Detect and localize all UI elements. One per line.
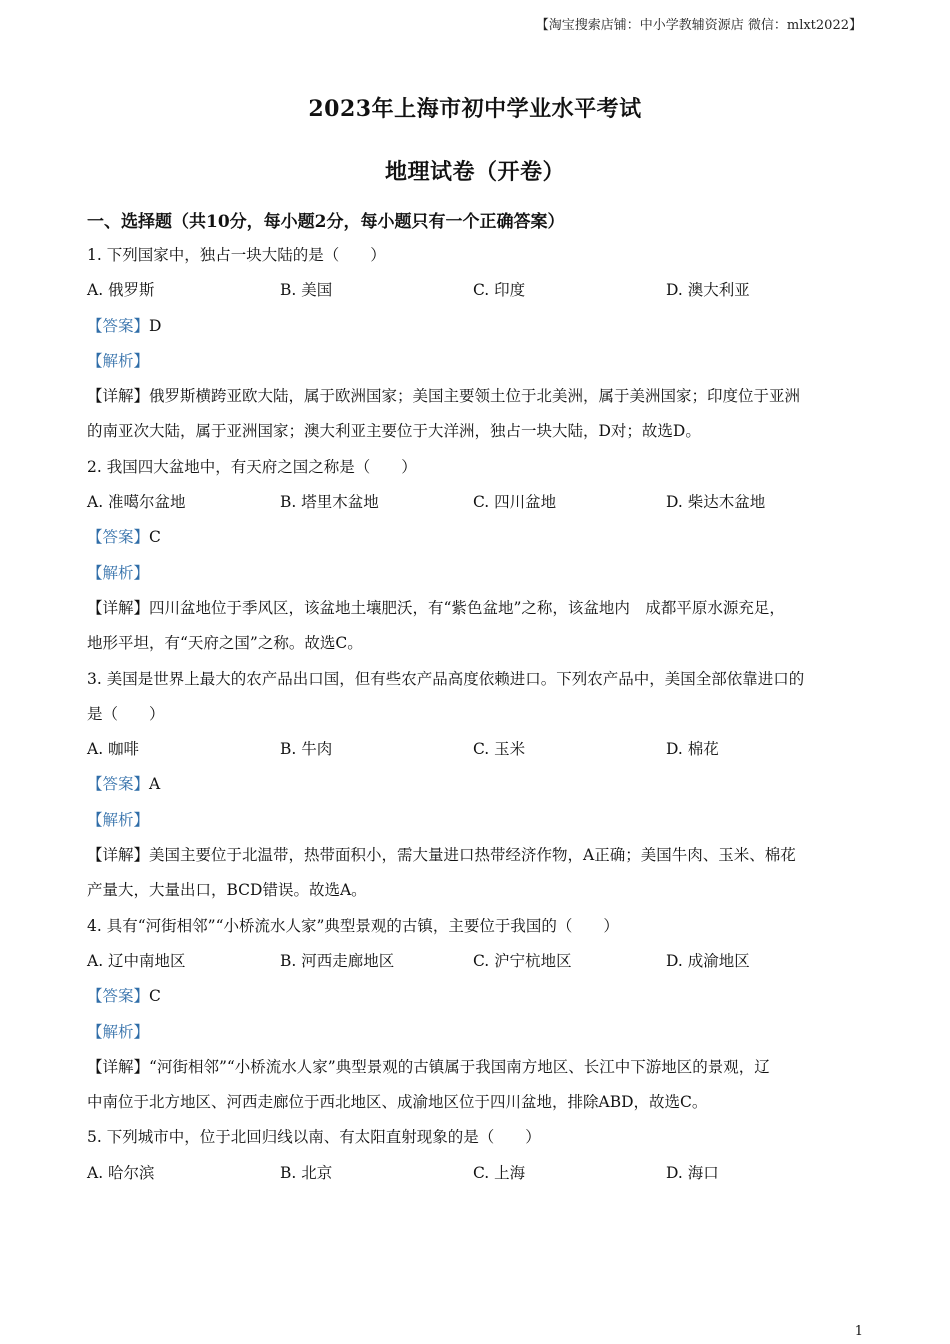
exam-title: 2023年上海市初中学业水平考试 [308, 96, 642, 122]
option: B. 河西走廊地区 [280, 951, 395, 970]
question-stem: 1. 下列国家中，独占一块大陆的是（ ） [87, 246, 386, 264]
question-stem: 是（ ） [87, 704, 165, 723]
option: B. 塔里木盆地 [280, 493, 379, 512]
detail-label: 【详解】 [87, 1057, 150, 1076]
option: A. 咖啡 [87, 740, 140, 759]
answer-value: C [149, 528, 161, 547]
detail-text: 俄罗斯横跨亚欧大陆，属于欧洲国家；美国主要领土位于北美洲，属于美洲国家；印度位于亚洲 [149, 387, 801, 406]
answer-line [87, 979, 859, 1014]
option: A. 俄罗斯 [87, 281, 155, 300]
option: C. 印度 [473, 281, 526, 300]
detail-text: 四川盆地位于季风区，该盆地土壤肥沃，有“紫色盆地”之称，该盆地内 成都平原水源充足， [149, 598, 785, 617]
option: B. 牛肉 [280, 740, 333, 759]
answer-line [87, 767, 859, 802]
detail-text: 的南亚次大陆，属于亚洲国家；澳大利亚主要位于大洋洲，独占一块大陆，D对；故选D。 [87, 422, 701, 441]
section-heading: 一、选择题（共10分，每小题2分，每小题只有一个正确答案） [87, 212, 565, 232]
option: D. 海口 [666, 1163, 719, 1182]
detail-text: “河街相邻”“小桥流水人家”典型景观的古镇属于我国南方地区、长江中下游地区的景观，辽 [149, 1057, 770, 1076]
detail-line [87, 1050, 859, 1085]
option: C. 四川盆地 [473, 493, 557, 512]
answer-value: D [149, 316, 162, 335]
option: A. 准噶尔盆地 [87, 493, 186, 512]
exam-subtitle: 地理试卷（开卷） [384, 159, 565, 185]
analysis-label: 【解析】 [87, 351, 150, 370]
option: C. 玉米 [473, 740, 526, 759]
question-stem: 5. 下列城市中，位于北回归线以南、有太阳直射现象的是（ ） [87, 1128, 541, 1147]
answer-label: 【答案】 [87, 528, 150, 547]
option: B. 北京 [280, 1163, 333, 1182]
answer-line [87, 520, 859, 555]
detail-text: 地形平坦，有“天府之国”之称。故选C。 [87, 634, 363, 653]
detail-text: 产量大，大量出口，BCD错误。故选A。 [87, 881, 367, 900]
analysis-label: 【解析】 [87, 563, 150, 582]
page-number: 1 [854, 1324, 863, 1339]
detail-line [87, 591, 859, 626]
answer-value: A [149, 775, 161, 794]
answer-line [87, 309, 859, 344]
option: C. 上海 [473, 1163, 526, 1182]
detail-label: 【详解】 [87, 846, 150, 865]
option: D. 澳大利亚 [666, 281, 750, 300]
detail-label: 【详解】 [87, 598, 150, 617]
detail-line [87, 838, 859, 873]
detail-text: 美国主要位于北温带，热带面积小，需大量进口热带经济作物，A正确；美国牛肉、玉米、棉花 [149, 846, 796, 865]
question-stem: 2. 我国四大盆地中，有天府之国之称是（ ） [87, 457, 417, 476]
option-row [87, 1156, 859, 1191]
answer-label: 【答案】 [87, 987, 150, 1006]
option: A. 辽中南地区 [87, 951, 186, 970]
detail-label: 【详解】 [87, 387, 150, 406]
answer-label: 【答案】 [87, 775, 150, 794]
option-row [87, 944, 859, 979]
header-note: 【淘宝搜索店铺：中小学教辅资源店 微信：mlxt2022】 [535, 18, 862, 33]
option: C. 沪宁杭地区 [473, 951, 572, 970]
answer-value: C [149, 987, 161, 1006]
option-row [87, 485, 859, 520]
option: D. 柴达木盆地 [666, 493, 766, 512]
option-row [87, 273, 859, 308]
option: D. 棉花 [666, 740, 719, 759]
question-stem: 4. 具有“河街相邻”“小桥流水人家”典型景观的古镇，主要位于我国的（ ） [87, 916, 619, 935]
option-row [87, 732, 859, 767]
question-list [87, 206, 859, 1191]
option: B. 美国 [280, 281, 333, 300]
detail-text: 中南位于北方地区、河西走廊位于西北地区、成渝地区位于四川盆地，排除ABD，故选C。 [87, 1093, 708, 1112]
option: A. 哈尔滨 [87, 1163, 155, 1182]
analysis-label: 【解析】 [87, 810, 150, 829]
analysis-label: 【解析】 [87, 1022, 150, 1041]
answer-label: 【答案】 [87, 316, 150, 335]
question-stem: 3. 美国是世界上最大的农产品出口国，但有些农产品高度依赖进口。下列农产品中，美国全部依靠进口的 [87, 669, 805, 688]
detail-line [87, 379, 859, 414]
option: D. 成渝地区 [666, 951, 750, 970]
